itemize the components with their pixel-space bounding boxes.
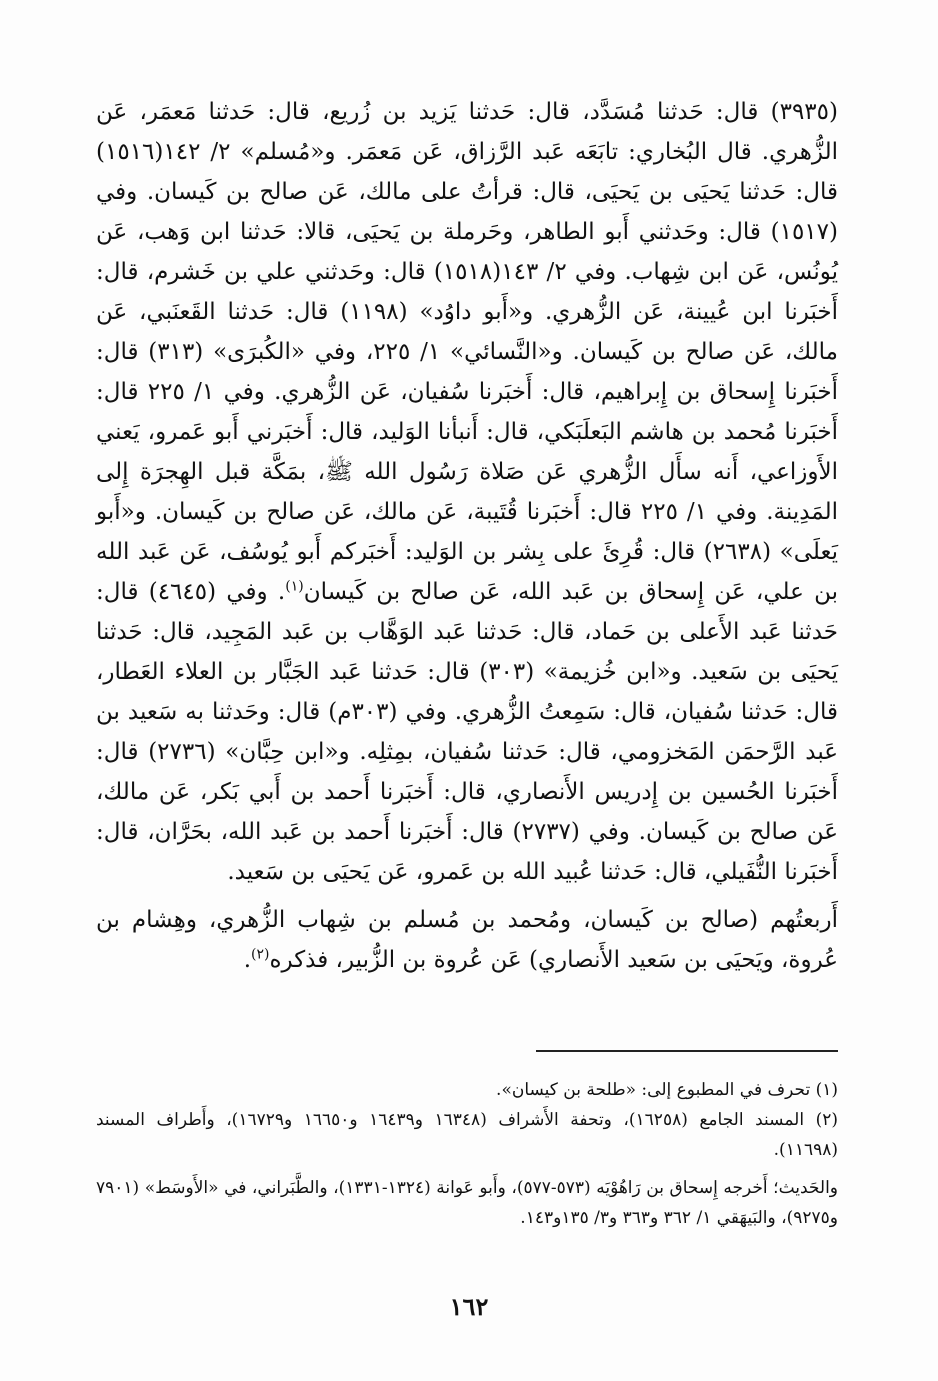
hadith-paragraph (96, 92, 838, 892)
footnote-2: (٢) المسند الجامع (١٦٢٥٨)، وتحفة الأَشراف (١٦٣٤٨ و١٦٤٣٩ و١٦٦٥٠ و١٦٧٢٩)، وأَطراف المسند (١١٦٩٨). (96, 1110, 838, 1160)
summary-paragraph (96, 900, 838, 980)
main-text (96, 92, 838, 980)
footnote-ref-2: (٢) (251, 946, 270, 963)
summary-text: أَربعتُهم (صالح بن كَيسان، ومُحمد بن مُسلم بن شِهاب الزُّهري، وهِشام بن عُروة، ويَحيَى بن سَعيد الأَنصاري) عَن عُروة بن الزُّبير، فذكره (96, 907, 838, 973)
hadith-text-continued: . وفي (٤٦٤٥) قال: حَدثنا عَبد الأَعلى بن حَماد، قال: حَدثنا عَبد الوَهَّاب بن عَبد المَجِيد، قال: حَدثنا يَحيَى بن سَعيد. و«ابن خُزيمة» (٣٠٣) قال: حَدثنا عَبد الجَبَّار بن العلاء العَطار، قال: حَدثنا سُفيان، قال: سَمِعتُ الزُّهري. وفي (٣٠٣م) قال: وحَدثنا به سَعيد بن عَبد الرَّحمَن المَخزومي، قال: حَدثنا سُفيان، بمِثلِه. و«ابن حِبَّان» (٢٧٣٦) قال: أَخبَرنا الحُسين بن إِدريس الأَنصاري، قال: أَخبَرنا أَحمد بن أَبي بَكر، عَن مالك، عَن صالح بن كَيسان. وفي (٢٧٣٧) قال: أَخبَرنا أَحمد بن عَبد الله، بحَرَّان، قال: أَخبَرنا النُّفَيلي، قال: حَدثنا عُبيد الله بن عَمرو، عَن يَحيَى بن سَعيد. (96, 579, 838, 885)
footnotes (96, 1075, 838, 1233)
footnote-2-continued: والحَديث؛ أَخرجه إِسحاق بن رَاهُوْيَه (٥٧٣-٥٧٧)، وأَبو عَوانة (١٣٢٤-١٣٣١)، والطَّبَراني، في «الأَوسَط» (٧٩٠١ و٩٢٧٥)، والبَيهَقي ١/ ٣٦٢ و٣٦٣ و٣/ ١٣٥و١٤٣. (96, 1178, 839, 1228)
summary-end: . (243, 947, 252, 973)
footnote-ref-1: (١) (285, 578, 304, 595)
footnote-1: (١) تحرف في المطبوع إلى: «طلحة بن كيسان». (496, 1080, 838, 1100)
page-number: ١٦٢ (449, 1292, 489, 1321)
hadith-text: (٣٩٣٥) قال: حَدثنا مُسَدَّد، قال: حَدثنا يَزيد بن زُريع، قال: حَدثنا مَعمَر، عَن الزُّهري. قال البُخاري: تابَعَه عَبد الرَّزاق، عَن مَعمَر. و«مُسلم» ٢/ ١٤٢(١٥١٦) قال: حَدثنا يَحيَى بن يَحيَى، قال: قرأتُ على مالك، عَن صالح بن كَيسان. وفي (١٥١٧) قال: وحَدثني أَبو الطاهر، وحَرملة بن يَحيَى، قالا: حَدثنا ابن وَهب، عَن يُونُس، عَن ابن شِهاب. وفي ٢/ ١٤٣(١٥١٨) قال: وحَدثني علي بن خَشرم، قال: أَخبَرنا ابن عُيينة، عَن الزُّهري. و«أَبو داوُد» (١١٩٨) قال: حَدثنا القَعنَبي، عَن مالك، عَن صالح بن كَيسان. و«النَّسائي» ١/ ٢٢٥، وفي «الكُبرَى» (٣١٣) قال: أَخبَرنا إِسحاق بن إِبراهيم، قال: أَخبَرنا سُفيان، عَن الزُّهري. وفي ١/ ٢٢٥ قال: أَخبَرنا مُحمد بن هاشم البَعلَبَكي، قال: أَنبأنا الوَليد، قال: أَخبَرني أَبو عَمرو، يَعني الأَوزاعي، أَنه سأَل الزُّهري عَن صَلاة رَسُول الله ﷺ، بمَكَّة قبل الهِجرَة إِلى المَدِينة. وفي ١/ ٢٢٥ قال: أَخبَرنا قُتَيبة، عَن مالك، عَن صالح بن كَيسان. و«أَبو يَعلَى» (٢٦٣٨) قال: قُرِئَ على بِشر بن الوَليد: أَخبَركم أَبو يُوسُف، عَن عَبد الله بن علي، عَن إِسحاق بن عَبد الله، عَن صالح بن كَيسان (96, 99, 839, 605)
footnote-divider (536, 1050, 838, 1052)
